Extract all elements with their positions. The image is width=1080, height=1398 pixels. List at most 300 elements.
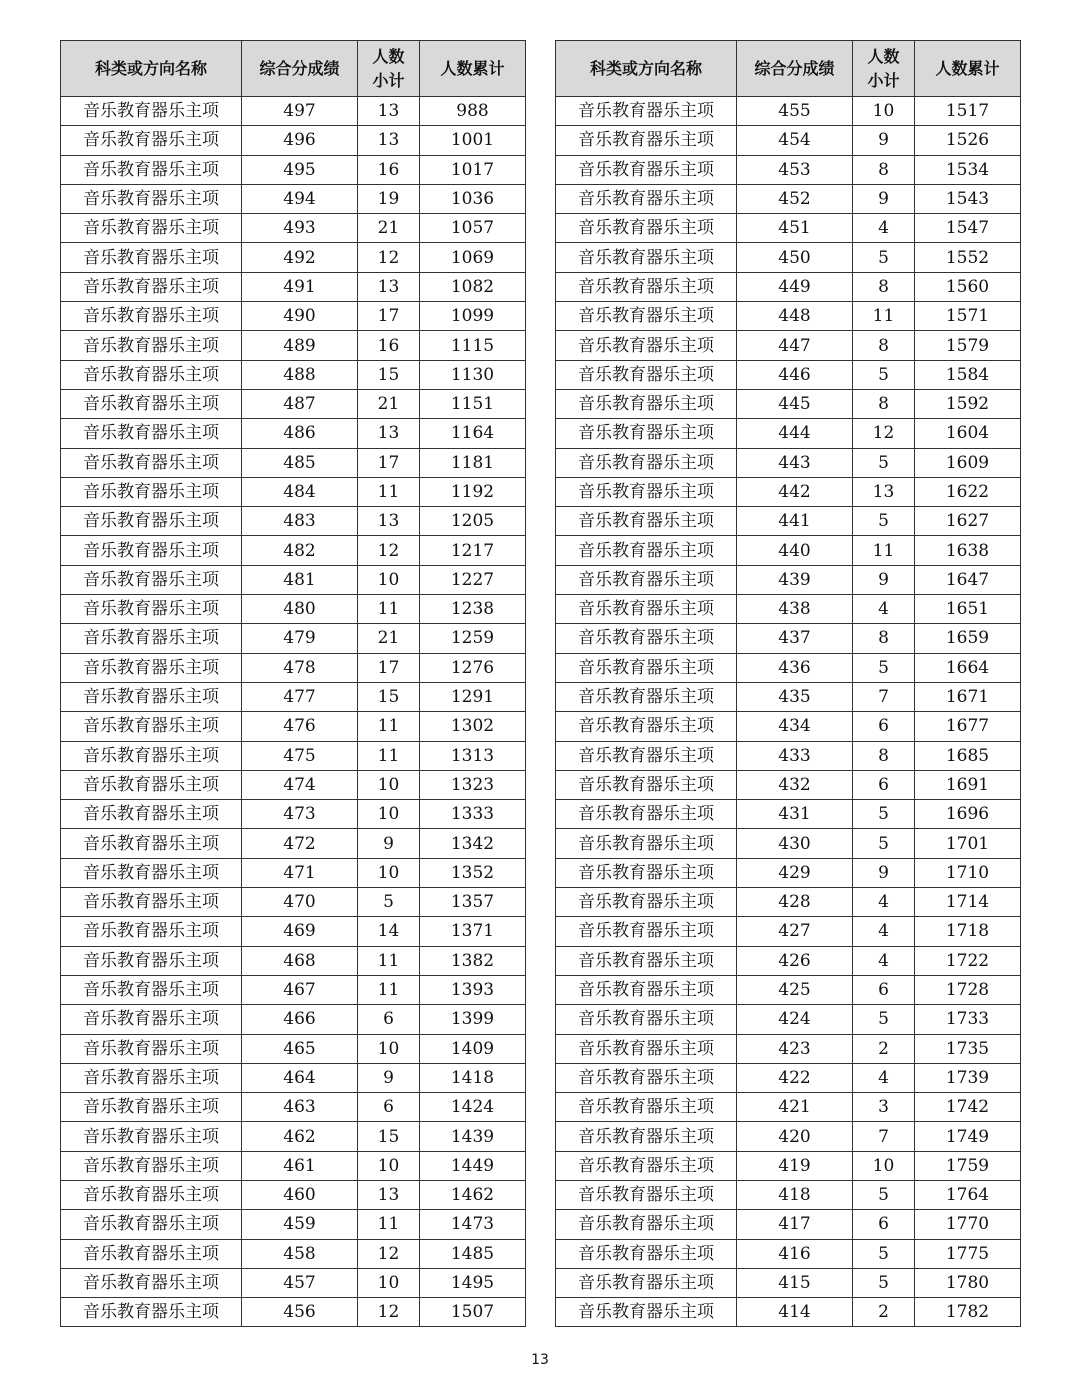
cell-cumulative: 1409	[420, 1034, 526, 1063]
cell-name: 音乐教育器乐主项	[61, 1239, 242, 1268]
cell-cumulative: 1393	[420, 975, 526, 1004]
cell-cumulative: 1627	[915, 507, 1021, 536]
table-row	[556, 1005, 1021, 1034]
cell-score: 428	[737, 888, 853, 917]
cell-cumulative: 1592	[915, 389, 1021, 418]
cell-count: 6	[853, 712, 915, 741]
cell-count: 15	[358, 1122, 420, 1151]
cell-count: 8	[853, 272, 915, 301]
cell-name: 音乐教育器乐主项	[556, 155, 737, 184]
cell-cumulative: 1449	[420, 1151, 526, 1180]
table-row	[61, 653, 526, 682]
cell-count: 6	[853, 770, 915, 799]
cell-score: 456	[242, 1298, 358, 1327]
cell-cumulative: 1671	[915, 682, 1021, 711]
cell-score: 418	[737, 1180, 853, 1209]
cell-count: 6	[358, 1005, 420, 1034]
cell-count: 4	[853, 595, 915, 624]
table-row	[61, 126, 526, 155]
table-row	[61, 917, 526, 946]
cell-score: 421	[737, 1093, 853, 1122]
cell-count: 10	[853, 1151, 915, 1180]
cell-name: 音乐教育器乐主项	[61, 126, 242, 155]
cell-name: 音乐教育器乐主项	[61, 917, 242, 946]
cell-name: 音乐教育器乐主项	[556, 1151, 737, 1180]
cell-cumulative: 1302	[420, 712, 526, 741]
cell-score: 486	[242, 419, 358, 448]
cell-score: 485	[242, 448, 358, 477]
cell-count: 5	[853, 800, 915, 829]
cell-cumulative: 1677	[915, 712, 1021, 741]
table-row	[61, 507, 526, 536]
cell-score: 455	[737, 97, 853, 126]
cell-count: 8	[853, 331, 915, 360]
cell-count: 7	[853, 1122, 915, 1151]
cell-count: 5	[853, 360, 915, 389]
cell-cumulative: 1526	[915, 126, 1021, 155]
cell-name: 音乐教育器乐主项	[556, 360, 737, 389]
cell-name: 音乐教育器乐主项	[556, 1005, 737, 1034]
cell-cumulative: 1517	[915, 97, 1021, 126]
cell-count: 10	[358, 1034, 420, 1063]
cell-score: 444	[737, 419, 853, 448]
cell-cumulative: 1291	[420, 682, 526, 711]
cell-name: 音乐教育器乐主项	[556, 975, 737, 1004]
table-row	[556, 858, 1021, 887]
cell-score: 477	[242, 682, 358, 711]
cell-name: 音乐教育器乐主项	[61, 946, 242, 975]
page-number: 13	[531, 1352, 549, 1368]
cell-count: 14	[358, 917, 420, 946]
cell-cumulative: 1547	[915, 214, 1021, 243]
cell-score: 448	[737, 302, 853, 331]
cell-cumulative: 1333	[420, 800, 526, 829]
cell-count: 2	[853, 1034, 915, 1063]
cell-count: 4	[853, 1063, 915, 1092]
cell-cumulative: 1439	[420, 1122, 526, 1151]
cell-name: 音乐教育器乐主项	[556, 243, 737, 272]
cell-name: 音乐教育器乐主项	[61, 595, 242, 624]
cell-cumulative: 1742	[915, 1093, 1021, 1122]
cell-cumulative: 1238	[420, 595, 526, 624]
cell-name: 音乐教育器乐主项	[556, 1268, 737, 1297]
header-count-line1: 人数	[372, 46, 405, 66]
cell-cumulative: 1069	[420, 243, 526, 272]
cell-count: 13	[358, 1180, 420, 1209]
cell-cumulative: 1001	[420, 126, 526, 155]
table-row	[556, 214, 1021, 243]
table-row	[556, 1268, 1021, 1297]
cell-score: 465	[242, 1034, 358, 1063]
cell-score: 490	[242, 302, 358, 331]
cell-count: 4	[853, 917, 915, 946]
table-row	[556, 653, 1021, 682]
cell-count: 11	[358, 741, 420, 770]
cell-score: 497	[242, 97, 358, 126]
table-row	[556, 243, 1021, 272]
table-row	[61, 565, 526, 594]
score-table-left	[60, 40, 526, 1327]
header-cumulative: 人数累计	[420, 41, 526, 97]
cell-cumulative: 1759	[915, 1151, 1021, 1180]
table-row	[556, 155, 1021, 184]
cell-cumulative: 1473	[420, 1210, 526, 1239]
cell-count: 6	[853, 975, 915, 1004]
cell-cumulative: 1205	[420, 507, 526, 536]
table-row	[61, 1180, 526, 1209]
cell-cumulative: 1775	[915, 1239, 1021, 1268]
table-row	[61, 1298, 526, 1327]
cell-cumulative: 1313	[420, 741, 526, 770]
cell-count: 9	[358, 1063, 420, 1092]
cell-name: 音乐教育器乐主项	[556, 741, 737, 770]
cell-count: 8	[853, 624, 915, 653]
cell-score: 458	[242, 1239, 358, 1268]
cell-name: 音乐教育器乐主项	[61, 272, 242, 301]
cell-score: 482	[242, 536, 358, 565]
cell-name: 音乐教育器乐主项	[556, 1034, 737, 1063]
cell-name: 音乐教育器乐主项	[61, 800, 242, 829]
cell-name: 音乐教育器乐主项	[556, 624, 737, 653]
cell-score: 449	[737, 272, 853, 301]
cell-score: 432	[737, 770, 853, 799]
cell-count: 21	[358, 389, 420, 418]
cell-cumulative: 1399	[420, 1005, 526, 1034]
cell-score: 471	[242, 858, 358, 887]
cell-name: 音乐教育器乐主项	[556, 1210, 737, 1239]
cell-name: 音乐教育器乐主项	[556, 946, 737, 975]
table-row	[61, 829, 526, 858]
cell-count: 8	[853, 155, 915, 184]
cell-count: 13	[358, 507, 420, 536]
cell-name: 音乐教育器乐主项	[556, 682, 737, 711]
table-row	[61, 536, 526, 565]
cell-count: 13	[358, 419, 420, 448]
table-row	[61, 302, 526, 331]
cell-name: 音乐教育器乐主项	[556, 302, 737, 331]
cell-cumulative: 1714	[915, 888, 1021, 917]
table-row	[61, 1151, 526, 1180]
cell-cumulative: 1424	[420, 1093, 526, 1122]
cell-name: 音乐教育器乐主项	[556, 272, 737, 301]
cell-count: 7	[853, 682, 915, 711]
table-row	[61, 946, 526, 975]
cell-name: 音乐教育器乐主项	[61, 829, 242, 858]
table-row	[556, 1122, 1021, 1151]
cell-score: 461	[242, 1151, 358, 1180]
cell-score: 487	[242, 389, 358, 418]
cell-score: 495	[242, 155, 358, 184]
cell-score: 481	[242, 565, 358, 594]
cell-cumulative: 1227	[420, 565, 526, 594]
table-row	[556, 507, 1021, 536]
cell-name: 音乐教育器乐主项	[61, 712, 242, 741]
cell-score: 460	[242, 1180, 358, 1209]
cell-cumulative: 1749	[915, 1122, 1021, 1151]
cell-cumulative: 1696	[915, 800, 1021, 829]
cell-cumulative: 1722	[915, 946, 1021, 975]
cell-score: 416	[737, 1239, 853, 1268]
cell-count: 13	[358, 126, 420, 155]
cell-name: 音乐教育器乐主项	[61, 214, 242, 243]
table-row	[556, 536, 1021, 565]
cell-score: 426	[737, 946, 853, 975]
cell-score: 419	[737, 1151, 853, 1180]
cell-name: 音乐教育器乐主项	[61, 1034, 242, 1063]
table-row	[556, 448, 1021, 477]
table-row	[556, 97, 1021, 126]
table-row	[556, 800, 1021, 829]
cell-score: 439	[737, 565, 853, 594]
score-table-right	[555, 40, 1021, 1327]
table-row	[61, 184, 526, 213]
cell-cumulative: 1770	[915, 1210, 1021, 1239]
cell-cumulative: 1323	[420, 770, 526, 799]
cell-name: 音乐教育器乐主项	[556, 712, 737, 741]
cell-count: 12	[358, 1239, 420, 1268]
table-row	[61, 888, 526, 917]
cell-cumulative: 1192	[420, 477, 526, 506]
cell-count: 10	[358, 800, 420, 829]
cell-cumulative: 1151	[420, 389, 526, 418]
cell-count: 17	[358, 302, 420, 331]
table-row	[61, 331, 526, 360]
cell-name: 音乐教育器乐主项	[61, 682, 242, 711]
table-row	[556, 126, 1021, 155]
table-row	[556, 1239, 1021, 1268]
table-row	[61, 741, 526, 770]
table-row	[61, 712, 526, 741]
cell-score: 440	[737, 536, 853, 565]
cell-count: 11	[358, 477, 420, 506]
header-name: 科类或方向名称	[556, 41, 737, 97]
cell-count: 13	[358, 97, 420, 126]
cell-name: 音乐教育器乐主项	[556, 858, 737, 887]
cell-cumulative: 1217	[420, 536, 526, 565]
cell-name: 音乐教育器乐主项	[556, 448, 737, 477]
cell-cumulative: 1534	[915, 155, 1021, 184]
cell-score: 443	[737, 448, 853, 477]
cell-score: 429	[737, 858, 853, 887]
cell-cumulative: 1082	[420, 272, 526, 301]
cell-count: 5	[853, 653, 915, 682]
cell-score: 467	[242, 975, 358, 1004]
cell-cumulative: 1780	[915, 1268, 1021, 1297]
cell-cumulative: 1647	[915, 565, 1021, 594]
cell-name: 音乐教育器乐主项	[61, 389, 242, 418]
cell-score: 427	[737, 917, 853, 946]
cell-count: 19	[358, 184, 420, 213]
cell-count: 10	[853, 97, 915, 126]
cell-score: 450	[737, 243, 853, 272]
table-row	[556, 565, 1021, 594]
cell-count: 17	[358, 448, 420, 477]
cell-score: 454	[737, 126, 853, 155]
cell-name: 音乐教育器乐主项	[61, 1210, 242, 1239]
cell-cumulative: 1357	[420, 888, 526, 917]
cell-cumulative: 1710	[915, 858, 1021, 887]
cell-cumulative: 1764	[915, 1180, 1021, 1209]
cell-name: 音乐教育器乐主项	[556, 1180, 737, 1209]
cell-score: 473	[242, 800, 358, 829]
cell-count: 10	[358, 770, 420, 799]
table-row	[556, 770, 1021, 799]
cell-score: 469	[242, 917, 358, 946]
cell-cumulative: 1181	[420, 448, 526, 477]
cell-name: 音乐教育器乐主项	[61, 419, 242, 448]
cell-cumulative: 1782	[915, 1298, 1021, 1327]
cell-score: 438	[737, 595, 853, 624]
cell-count: 5	[853, 829, 915, 858]
cell-cumulative: 1622	[915, 477, 1021, 506]
cell-cumulative: 1276	[420, 653, 526, 682]
table-row	[61, 477, 526, 506]
cell-cumulative: 1701	[915, 829, 1021, 858]
cell-score: 476	[242, 712, 358, 741]
cell-cumulative: 1462	[420, 1180, 526, 1209]
table-row	[556, 975, 1021, 1004]
cell-score: 494	[242, 184, 358, 213]
table-row	[556, 1210, 1021, 1239]
cell-count: 15	[358, 360, 420, 389]
cell-cumulative: 1115	[420, 331, 526, 360]
cell-cumulative: 1659	[915, 624, 1021, 653]
table-row	[61, 770, 526, 799]
cell-name: 音乐教育器乐主项	[61, 1093, 242, 1122]
cell-count: 11	[358, 1210, 420, 1239]
header-count-line2: 小计	[867, 70, 900, 90]
cell-count: 5	[853, 448, 915, 477]
cell-name: 音乐教育器乐主项	[556, 770, 737, 799]
cell-count: 17	[358, 653, 420, 682]
cell-score: 452	[737, 184, 853, 213]
cell-count: 10	[358, 1268, 420, 1297]
table-row	[556, 1298, 1021, 1327]
cell-name: 音乐教育器乐主项	[556, 331, 737, 360]
cell-name: 音乐教育器乐主项	[556, 1093, 737, 1122]
cell-name: 音乐教育器乐主项	[556, 184, 737, 213]
cell-count: 12	[358, 536, 420, 565]
cell-count: 5	[853, 243, 915, 272]
table-row	[61, 1210, 526, 1239]
cell-count: 10	[358, 858, 420, 887]
table-row	[556, 389, 1021, 418]
cell-count: 12	[358, 243, 420, 272]
cell-name: 音乐教育器乐主项	[61, 184, 242, 213]
cell-name: 音乐教育器乐主项	[556, 800, 737, 829]
table-row	[61, 419, 526, 448]
cell-count: 5	[853, 1239, 915, 1268]
table-row	[61, 1239, 526, 1268]
table-row	[61, 1268, 526, 1297]
header-count-line1: 人数	[867, 46, 900, 66]
cell-count: 13	[358, 272, 420, 301]
cell-cumulative: 1485	[420, 1239, 526, 1268]
cell-name: 音乐教育器乐主项	[556, 536, 737, 565]
cell-count: 11	[358, 595, 420, 624]
cell-score: 420	[737, 1122, 853, 1151]
cell-name: 音乐教育器乐主项	[61, 1298, 242, 1327]
cell-count: 12	[853, 419, 915, 448]
cell-score: 425	[737, 975, 853, 1004]
cell-score: 483	[242, 507, 358, 536]
cell-cumulative: 1739	[915, 1063, 1021, 1092]
cell-name: 音乐教育器乐主项	[556, 1298, 737, 1327]
cell-count: 4	[853, 946, 915, 975]
table-row	[556, 1093, 1021, 1122]
cell-cumulative: 1604	[915, 419, 1021, 448]
table-row	[61, 1034, 526, 1063]
cell-count: 11	[358, 946, 420, 975]
table-row	[61, 975, 526, 1004]
cell-count: 4	[853, 214, 915, 243]
cell-count: 21	[358, 214, 420, 243]
table-row	[556, 829, 1021, 858]
table-row	[556, 360, 1021, 389]
cell-score: 466	[242, 1005, 358, 1034]
cell-score: 479	[242, 624, 358, 653]
table-row	[61, 1005, 526, 1034]
cell-name: 音乐教育器乐主项	[61, 1063, 242, 1092]
table-row	[556, 741, 1021, 770]
cell-score: 437	[737, 624, 853, 653]
table-row	[556, 477, 1021, 506]
cell-count: 11	[358, 712, 420, 741]
cell-name: 音乐教育器乐主项	[556, 477, 737, 506]
cell-score: 423	[737, 1034, 853, 1063]
table-row	[61, 389, 526, 418]
cell-cumulative: 1164	[420, 419, 526, 448]
cell-score: 446	[737, 360, 853, 389]
cell-count: 12	[358, 1298, 420, 1327]
header-score: 综合分成绩	[242, 41, 358, 97]
table-row	[61, 243, 526, 272]
table-row	[61, 624, 526, 653]
cell-name: 音乐教育器乐主项	[556, 389, 737, 418]
table-row	[556, 1063, 1021, 1092]
cell-score: 441	[737, 507, 853, 536]
cell-score: 472	[242, 829, 358, 858]
cell-name: 音乐教育器乐主项	[61, 770, 242, 799]
cell-name: 音乐教育器乐主项	[61, 536, 242, 565]
table-row	[556, 1151, 1021, 1180]
cell-name: 音乐教育器乐主项	[556, 214, 737, 243]
cell-count: 5	[853, 1180, 915, 1209]
cell-cumulative: 1638	[915, 536, 1021, 565]
cell-name: 音乐教育器乐主项	[61, 1005, 242, 1034]
cell-name: 音乐教育器乐主项	[61, 624, 242, 653]
table-row	[556, 888, 1021, 917]
cell-score: 491	[242, 272, 358, 301]
cell-score: 434	[737, 712, 853, 741]
cell-name: 音乐教育器乐主项	[556, 1122, 737, 1151]
cell-score: 436	[737, 653, 853, 682]
cell-count: 9	[358, 829, 420, 858]
cell-name: 音乐教育器乐主项	[556, 97, 737, 126]
cell-count: 4	[853, 888, 915, 917]
cell-count: 9	[853, 126, 915, 155]
cell-count: 9	[853, 565, 915, 594]
cell-score: 453	[737, 155, 853, 184]
cell-score: 480	[242, 595, 358, 624]
cell-score: 447	[737, 331, 853, 360]
table-row	[556, 917, 1021, 946]
header-count	[358, 41, 420, 97]
cell-cumulative: 988	[420, 97, 526, 126]
cell-score: 478	[242, 653, 358, 682]
table-row	[556, 419, 1021, 448]
cell-score: 489	[242, 331, 358, 360]
